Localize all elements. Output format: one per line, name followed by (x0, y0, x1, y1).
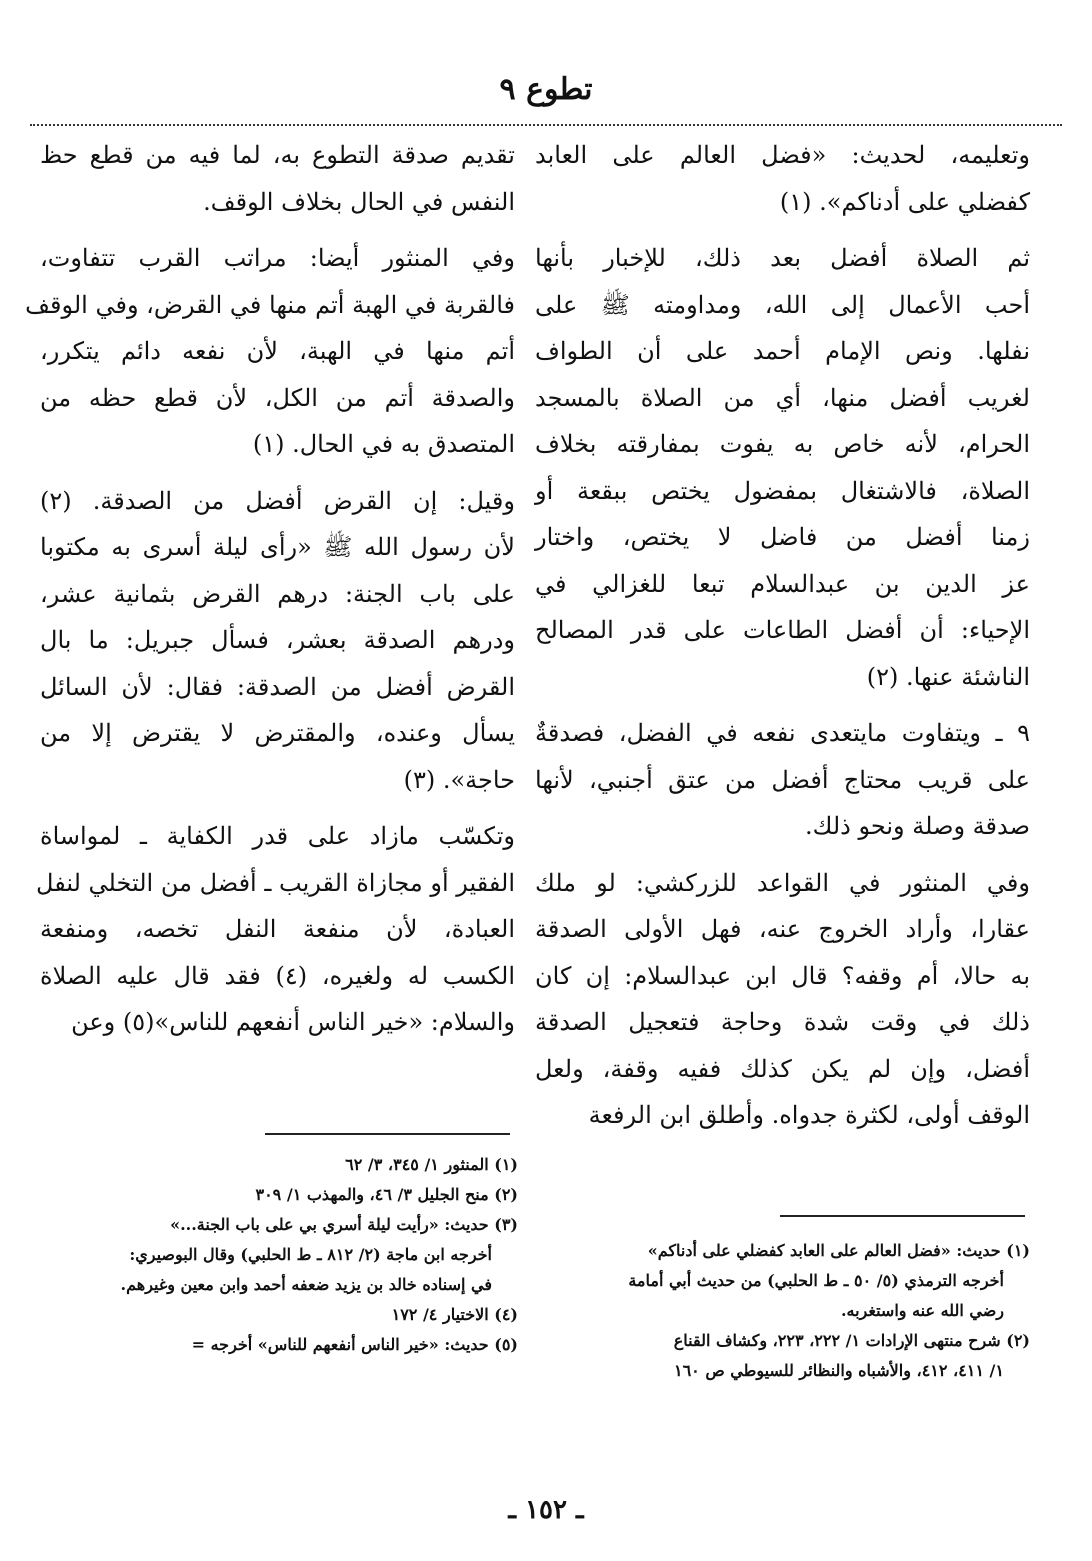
text-line: نفلها. ونص الإمام أحمد على أن الطواف (535, 337, 1030, 365)
text-line: صدقة وصلة ونحو ذلك. (805, 812, 1030, 840)
paragraph (535, 132, 1030, 225)
text-line: يسأل وعنده، والمقترض لا يقترض إلا من (40, 719, 515, 747)
paragraph (40, 132, 515, 225)
text-line: الإحياء: أن أفضل الطاعات على قدر المصالح (535, 616, 1030, 644)
text-line: ودرهم الصدقة بعشر، فسأل جبريل: ما بال (40, 626, 515, 654)
text-line: على قريب محتاج أفضل من عتق أجنبي، لأنها (535, 765, 1030, 794)
text-line: والسلام: «خير الناس أنفعهم للناس»(٥) وعن (71, 1008, 515, 1036)
text-line: أفضل، وإن لم يكن كذلك ففيه وقفة، ولعل (535, 1054, 1031, 1083)
text-line: أتم منها في الهبة، لأن نفعه دائم يتكرر، (40, 337, 515, 365)
paragraph (36, 813, 516, 1046)
text-line: والصدقة أتم من الكل، لأن قطع حظه من (40, 383, 515, 412)
text-line: وتكسّب مازاد على قدر الكفاية ـ لمواساة (40, 822, 515, 850)
text-line: عقارا، وأراد الخروج عنه، فهل الأولى الصدقة (535, 915, 1030, 943)
paragraph (40, 478, 515, 804)
text-line: العبادة، لأن منفعة النفل تخصه، ومنفعة (40, 915, 515, 943)
text-line: ثم الصلاة أفضل بعد ذلك، للإخبار بأنها (535, 244, 1030, 272)
text-line: أحب الأعمال إلى الله، ومداومته ﷺ على (535, 290, 1030, 319)
text-line: الفقير أو مجازاة القريب ـ أفضل من التخلي لنفل (36, 868, 515, 897)
right-footnotes (535, 1236, 1030, 1386)
header-dotted-divider (30, 124, 1062, 126)
text-line: فالقربة في الهبة أتم منها في القرض، وفي الوقف (25, 290, 515, 319)
text-line: لأن رسول الله ﷺ «رأى ليلة أسرى به مكتوبا (40, 533, 515, 561)
text-line: (٥) حديث: «خير الناس أنفعهم للناس» أخرجه = (191, 1335, 518, 1354)
text-line: (٤) الاختيار ٤/ ١٧٢ (391, 1305, 518, 1324)
text-line: ٩ ـ ويتفاوت مايتعدى نفعه في الفضل، فصدقةٌ (535, 719, 1030, 747)
text-line: المتصدق به في الحال. (١) (252, 430, 515, 458)
paragraph (535, 710, 1030, 850)
text-line: زمنا أفضل من فاضل لا يختص، واختار (535, 523, 1030, 551)
footnote (40, 1300, 518, 1330)
text-line: (٢) شرح منتهى الإرادات ١/ ٢٢٢، ٢٢٣، وكشاف القناع (673, 1331, 1030, 1350)
text-line: الناشئة عنها. (٢) (866, 662, 1030, 691)
footnote (40, 1180, 518, 1210)
text-line: لغريب أفضل منها، أي من الصلاة بالمسجد (535, 383, 1030, 412)
text-line: ١/ ٤١١، ٤١٢، والأشباه والنظائر للسيوطي ص ١٦٠ (673, 1361, 1004, 1380)
text-line: وفي المنثور أيضا: مراتب القرب تتفاوت، (40, 244, 515, 272)
footnote (535, 1326, 1030, 1386)
footnote (40, 1210, 518, 1300)
text-line: رضي الله عنه واستغربه. (840, 1301, 1004, 1320)
text-line: عز الدين بن عبدالسلام تبعا للغزالي في (535, 569, 1030, 598)
text-line: أخرجه الترمذي (٥/ ٥٠ ـ ط الحلبي) من حديث أبي أمامة (628, 1271, 1004, 1290)
footnote-rule-right (780, 1215, 1025, 1217)
footnote (535, 1236, 1030, 1326)
text-line: الكسب له ولغيره، (٤) فقد قال عليه الصلاة (40, 961, 516, 990)
text-line: في إسناده خالد بن يزيد ضعفه أحمد وابن معين وغيرهم. (120, 1275, 492, 1294)
running-header: تطوع ٩ (499, 72, 593, 107)
text-line: الوقف أولى، لكثرة جدواه. وأطلق ابن الرفعة (588, 1101, 1030, 1129)
text-line: وفي المنثور في القواعد للزركشي: لو ملك (535, 868, 1030, 897)
left-text-column (25, 132, 516, 1056)
text-line: الصلاة، فالاشتغال بمفضول يختص ببقعة أو (535, 476, 1030, 505)
text-line: به حالا، أم وقفه؟ قال ابن عبدالسلام: إن كان (535, 961, 1030, 990)
text-line: أخرجه ابن ماجة (٢/ ٨١٢ ـ ط الحلبي) وقال البوصيري: (129, 1245, 492, 1264)
text-line: النفس في الحال بخلاف الوقف. (203, 187, 515, 216)
page-number: ـ ١٥٢ ـ (508, 1495, 584, 1525)
text-line: كفضلي على أدناكم». (١) (779, 187, 1030, 216)
paragraph (535, 235, 1030, 700)
text-line: (١) حديث: «فضل العالم على العابد كفضلي على أدناكم» (647, 1241, 1030, 1260)
footnote-rule-left (265, 1133, 510, 1135)
text-line: (٣) حديث: «رأيت ليلة أسري بي على باب الجنة...» (170, 1215, 518, 1234)
text-line: القرض أفضل من الصدقة: فقال: لأن السائل (40, 672, 515, 701)
paragraph (535, 860, 1030, 1139)
text-line: ذلك في وقت شدة وحاجة فتعجيل الصدقة (535, 1008, 1030, 1036)
right-text-column (535, 132, 1030, 1149)
text-line: وقيل: إن القرض أفضل من الصدقة. (٢) (40, 486, 515, 515)
left-footnotes (40, 1150, 518, 1360)
text-line: الحرام، لأنه خاص به يفوت بمفارقته بخلاف (535, 430, 1030, 458)
paragraph (25, 235, 515, 468)
text-line: على باب الجنة: درهم القرض بثمانية عشر، (40, 579, 515, 608)
text-line: (٢) منح الجليل ٣/ ٤٦، والمهذب ١/ ٣٠٩ (255, 1185, 518, 1204)
text-line: (١) المنثور ١/ ٣٤٥، ٣/ ٦٢ (345, 1155, 518, 1174)
text-line: تقديم صدقة التطوع به، لما فيه من قطع حظ (40, 141, 515, 169)
text-line: وتعليمه، لحديث: «فضل العالم على العابد (535, 141, 1030, 169)
text-line: حاجة». (٣) (403, 765, 515, 794)
footnote (40, 1150, 518, 1180)
footnote (40, 1330, 518, 1360)
